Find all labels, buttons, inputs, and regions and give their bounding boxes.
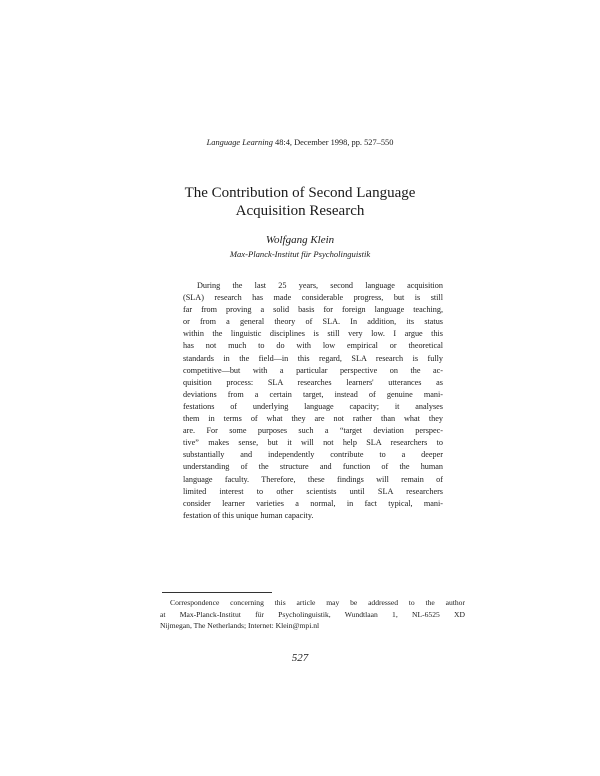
abstract-line: are. For some purposes such a “target deviation perspec- xyxy=(183,426,443,436)
abstract-line: understanding of the structure and function of the human xyxy=(183,462,443,472)
footnote-rule xyxy=(162,592,272,593)
abstract-line: far from proving a solid basis for foreign language teaching, xyxy=(183,305,443,315)
abstract-line: substantially and independently contribute to a deeper xyxy=(183,450,443,460)
abstract-line: quisition process: SLA researches learners' utterances as xyxy=(183,377,443,387)
page-number: 527 xyxy=(291,652,309,664)
title-line: Acquisition Research xyxy=(235,203,365,219)
footnote-line: at Max-Planck-Institut für Psycholinguistik, Wundtlaan 1, NL-6525 XD xyxy=(160,609,465,619)
footnote xyxy=(160,597,465,632)
abstract-line: festation of this unique human capacity. xyxy=(183,510,314,520)
author-affiliation: Max-Planck-Institut für Psycholinguistik xyxy=(229,249,371,259)
abstract-line: limited interest to other scientists until SLA researchers xyxy=(183,486,443,496)
abstract-line: During the last 25 years, second language acquisition xyxy=(197,281,443,290)
title-line: The Contribution of Second Language xyxy=(184,185,416,201)
abstract-line: language faculty. Therefore, these findings will remain of xyxy=(183,474,443,484)
abstract-line: festations of underlying language capacity; it analyses xyxy=(183,401,443,411)
footnote-line: Nijmegan, The Netherlands; Internet: Klein@mpi.nl xyxy=(160,621,320,631)
abstract-line: them in terms of what they are not rather than what they xyxy=(183,414,443,424)
abstract xyxy=(183,280,443,522)
abstract-line: or from a general theory of SLA. In addition, its status xyxy=(183,317,443,327)
citation-details: 48:4, December 1998, pp. 527–550 xyxy=(272,138,394,147)
abstract-line: deviations from a certain target, instead of genuine mani- xyxy=(183,389,443,399)
abstract-line: standards in the field—in this regard, SLA research is fully xyxy=(183,353,443,363)
article-title xyxy=(0,184,600,220)
author-name: Wolfgang Klein xyxy=(265,234,335,246)
abstract-line: (SLA) research has made considerable progress, but is still xyxy=(183,293,443,303)
abstract-line: competitive—but with a particular perspective on the ac- xyxy=(183,365,443,375)
abstract-line: has not much to do with low empirical or theoretical xyxy=(183,341,443,351)
footnote-line: Correspondence concerning this article may be addressed to the author xyxy=(170,598,465,607)
abstract-line: consider learner varieties a normal, in fact typical, mani- xyxy=(183,498,443,508)
abstract-line: within the linguistic disciplines is still very low. I argue this xyxy=(183,329,443,339)
abstract-line: tive” makes sense, but it will not help SLA researchers to xyxy=(183,438,443,448)
journal-name: Language Learning xyxy=(206,138,273,147)
journal-citation xyxy=(0,138,600,147)
